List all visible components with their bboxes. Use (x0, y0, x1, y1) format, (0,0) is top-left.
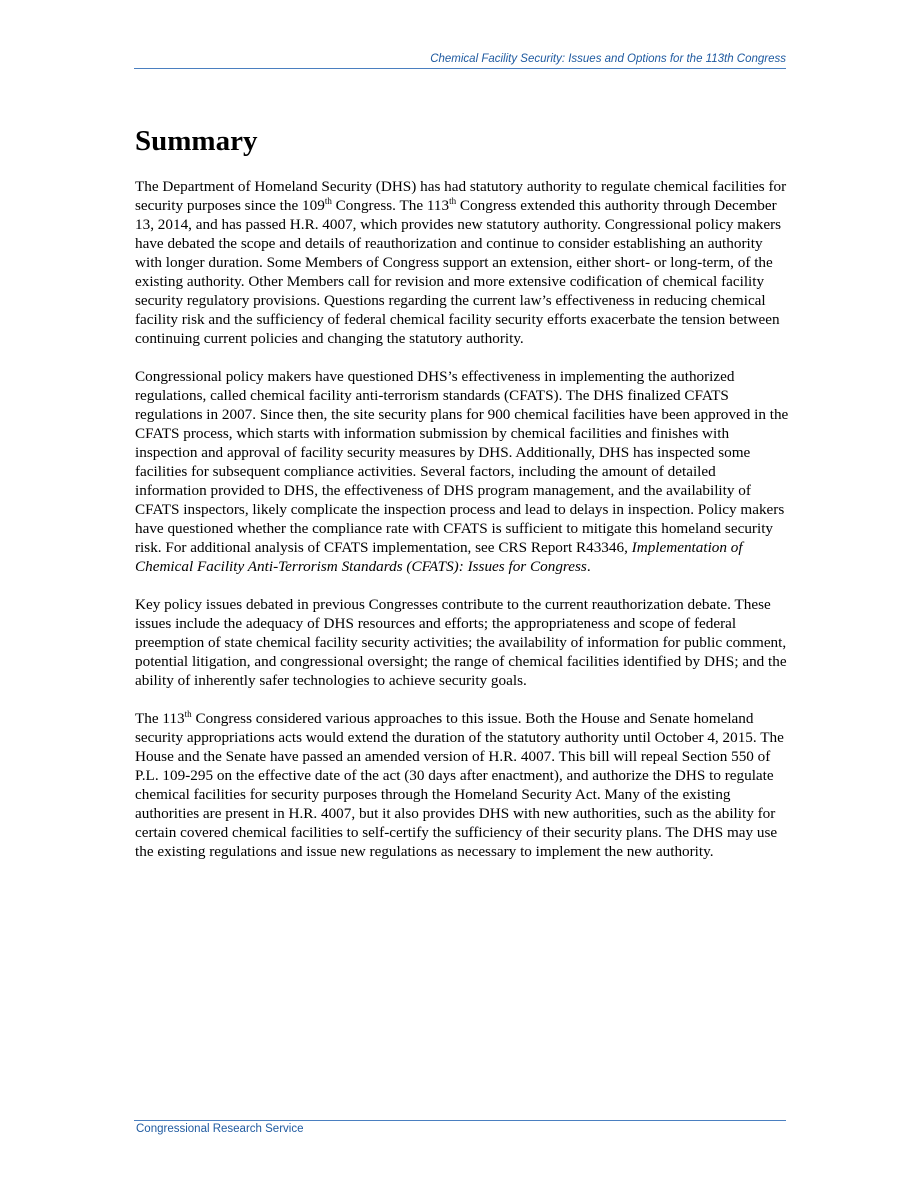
paragraph-1-text-b: Congress. The 113 (331, 197, 450, 214)
paragraph-1 (135, 177, 790, 348)
page-title: Summary (135, 125, 258, 157)
paragraph-1-text-c: Congress extended this authority through December 13, 2014, and has passed H.R. 4007, which provides new statutory authority. Congressional policy makers have debated the scope and details of reauthorization and continue to consider establishing an authority with longer duration. Some Members of Congress support an extension, either short- or long-term, of the existing authority. Other Members call for revision and more extensive codification of chemical facility security regulatory provisions. Questions regarding the current law’s effectiveness in reducing chemical facility risk and the sufficiency of federal chemical facility security efforts exacerbate the tension between continuing current policies and changing the statutory authority. (135, 197, 782, 347)
summary-body (135, 177, 790, 880)
superscript-th: th (184, 709, 192, 719)
report-title: Implementation of Chemical Facility Anti-Terrorism Standards (CFATS): Issues for Congress (135, 539, 743, 575)
running-header: Chemical Facility Security: Issues and Options for the 113th Congress (430, 53, 786, 65)
footer-organization: Congressional Research Service (136, 1123, 304, 1135)
paragraph-4-text-b: Congress considered various approaches to this issue. Both the House and Senate homeland security appropriations acts would extend the duration of the statutory authority until October 4, 2015. The House and the Senate have passed an amended version of H.R. 4007. This bill will repeal Section 550 of P.L. 109-295 on the effective date of the act (30 days after enactment), and authorize the DHS to regulate chemical facilities for security purposes through the Homeland Security Act. Many of the existing authorities are present in H.R. 4007, but it also provides DHS with new authorities, such as the ability for certain covered chemical facilities to self-certify the sufficiency of their security plans. The DHS may use the existing regulations and issue new regulations as necessary to implement the new authority. (135, 710, 784, 860)
paragraph-2-text-a: Congressional policy makers have questioned DHS’s effectiveness in implementing the authorized regulations, called chemical facility anti-terrorism standards (CFATS). The DHS finalized CFATS regulations in 2007. Since then, the site security plans for 900 chemical facilities have been approved in the CFATS process, which starts with information submission by chemical facilities and finishes with inspection and approval of facility security measures by DHS. Additionally, DHS has inspected some facilities for subsequent compliance activities. Several factors, including the amount of detailed information provided to DHS, the effectiveness of DHS program management, and the availability of CFATS inspectors, likely complicate the inspection process and lead to delays in inspection. Policy makers have questioned whether the compliance rate with CFATS is sufficient to mitigate this homeland security risk. For additional analysis of CFATS implementation, see CRS Report R43346, (135, 368, 789, 556)
paragraph-4 (135, 709, 790, 861)
header-divider (134, 68, 786, 69)
paragraph-2-text-b: . (586, 558, 591, 575)
superscript-th: th (324, 196, 332, 206)
paragraph-4-text-a: The 113 (135, 710, 185, 727)
superscript-th: th (449, 196, 457, 206)
paragraph-2 (135, 367, 790, 576)
footer-divider (134, 1120, 786, 1121)
paragraph-1-text-a: The Department of Homeland Security (DHS) has had statutory authority to regulate chemical facilities for security purposes since the 109 (135, 178, 787, 214)
paragraph-3: Key policy issues debated in previous Congresses contribute to the current reauthorization debate. These issues include the adequacy of DHS resources and efforts; the appropriateness and scope of federal preemption of state chemical facility security activities; the availability of information for public comment, potential litigation, and congressional oversight; the range of chemical facilities identified by DHS; and the ability of inherently safer technologies to achieve security goals. (135, 596, 787, 689)
